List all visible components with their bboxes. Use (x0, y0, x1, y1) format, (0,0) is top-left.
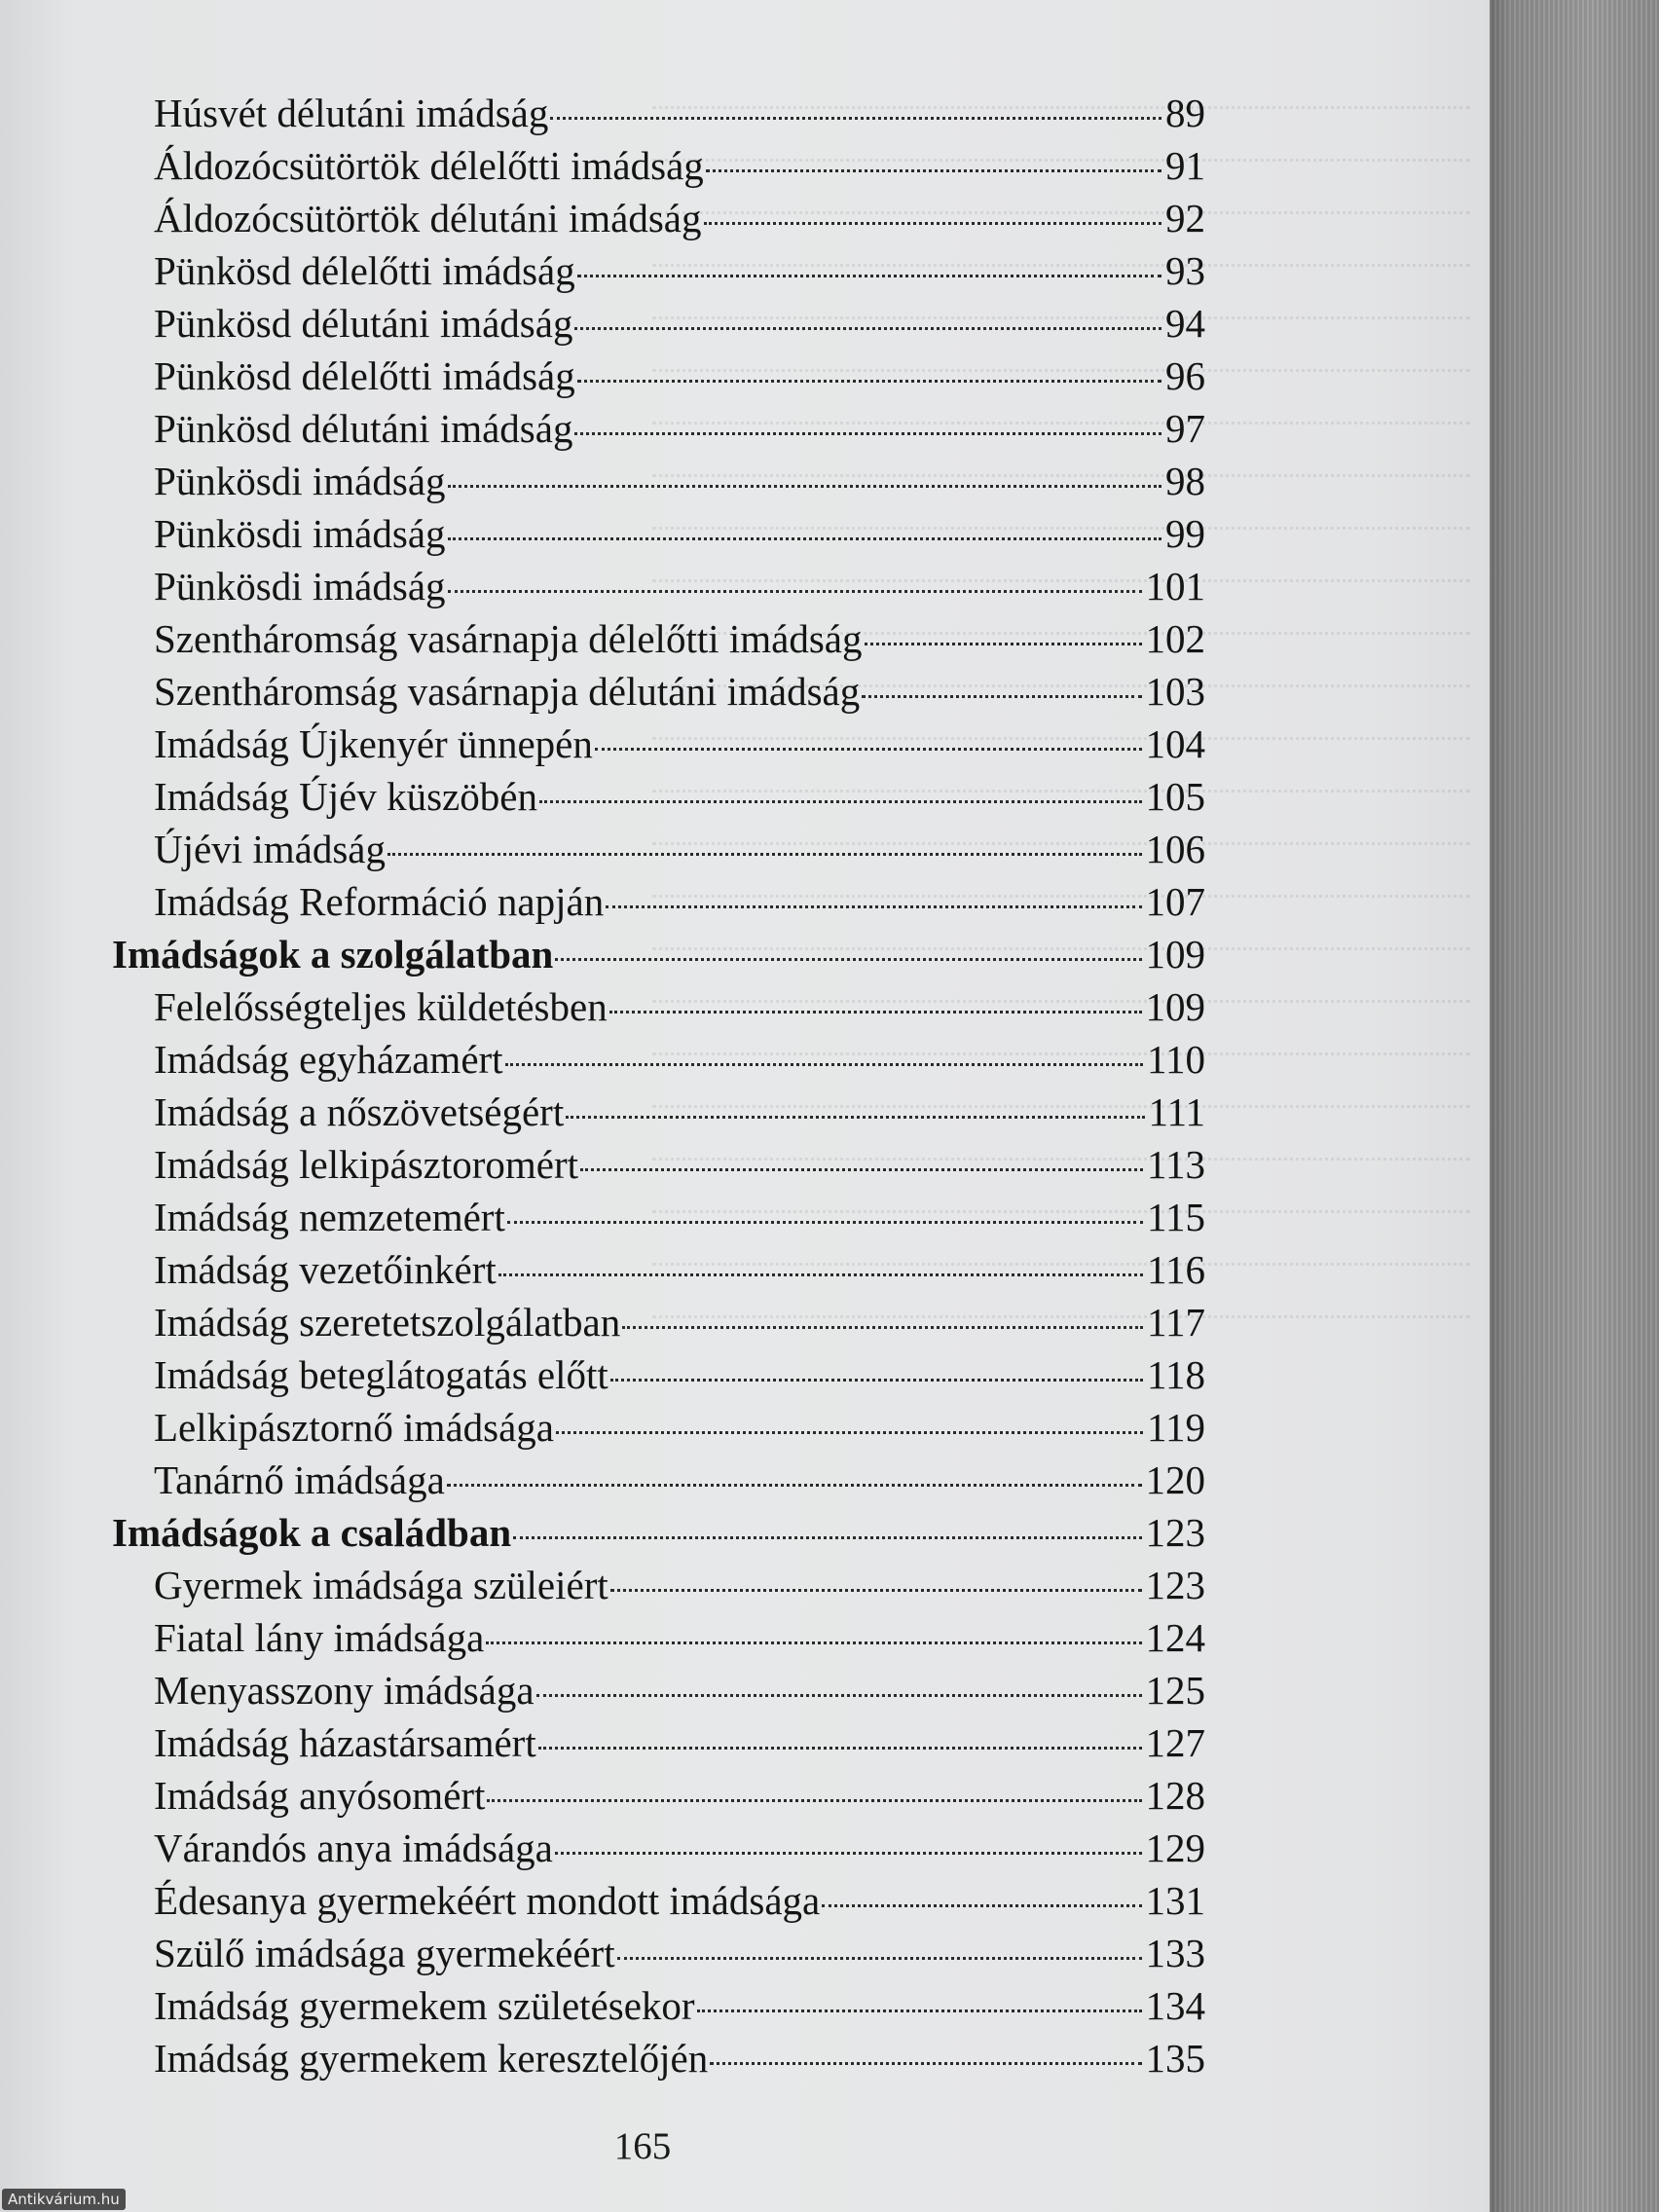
toc-entry-title: Imádság házastársamért (154, 1720, 536, 1765)
toc-entry (154, 1404, 1205, 1456)
dot-leader (862, 695, 1141, 698)
toc-entry-title: Imádság Újkenyér ünnepén (154, 721, 593, 766)
dot-leader (710, 2062, 1141, 2065)
toc-entry-title: Imádság Újév küszöbén (154, 774, 537, 819)
toc-entry-title: Pünkösdi imádság (154, 564, 446, 608)
toc-entry-title: Imádságok a szolgálatban (112, 932, 554, 977)
toc-entry-page: 134 (1145, 1983, 1205, 2028)
toc-entry (154, 458, 1205, 510)
toc-entry (154, 405, 1205, 458)
toc-entry (154, 1982, 1205, 2035)
toc-entry (154, 1351, 1205, 1404)
toc-entry (154, 510, 1205, 563)
toc-entry-title: Tanárnő imádsága (154, 1457, 445, 1502)
toc-entry (154, 1194, 1205, 1246)
dot-leader (507, 1221, 1143, 1224)
dot-leader (706, 169, 1161, 172)
toc-entry-page: 117 (1147, 1300, 1205, 1345)
toc-entry-title: Imádság gyermekem születésekor (154, 1983, 695, 2028)
toc-entry-page: 106 (1145, 827, 1205, 871)
toc-entry-page: 103 (1145, 669, 1205, 714)
dot-leader (577, 380, 1161, 383)
toc-entry-title: Újévi imádság (154, 827, 386, 871)
toc-entry-page: 118 (1147, 1352, 1205, 1397)
toc-entry-title: Szentháromság vasárnapja délutáni imádság (154, 669, 861, 714)
toc-entry-page: 89 (1165, 91, 1205, 135)
toc-entry-title: Pünkösd délelőtti imádság (154, 353, 575, 398)
dot-leader (538, 1747, 1142, 1750)
dot-leader (622, 1326, 1143, 1329)
toc-entry-page: 92 (1165, 196, 1205, 240)
toc-entry-page: 119 (1147, 1405, 1205, 1450)
toc-entry (154, 720, 1205, 773)
toc-entry (154, 90, 1205, 142)
dot-leader (617, 1957, 1142, 1960)
toc-entry-title: Áldozócsütörtök délelőtti imádság (154, 143, 704, 188)
dot-leader (555, 1852, 1142, 1855)
dot-leader (610, 1379, 1143, 1382)
toc-entry-page: 111 (1148, 1089, 1205, 1134)
toc-entry (154, 1246, 1205, 1299)
toc-entry-title: Imádság lelkipásztoromért (154, 1142, 579, 1187)
toc-entry-page: 99 (1165, 511, 1205, 556)
toc-entry-page: 105 (1145, 774, 1205, 819)
toc-entry (154, 773, 1205, 826)
dot-leader (697, 2009, 1142, 2012)
toc-entry (154, 1299, 1205, 1351)
toc-entry-title: Imádság gyermekem keresztelőjén (154, 2036, 709, 2081)
toc-entry (154, 615, 1205, 668)
dot-leader (550, 117, 1161, 120)
toc-entry (154, 1456, 1205, 1509)
toc-entry-title: Húsvét délutáni imádság (154, 91, 549, 135)
toc-entry-title: Imádság beteglátogatás előtt (154, 1352, 608, 1397)
toc-entry-title: Pünkösd délutáni imádság (154, 406, 573, 451)
toc-entry (154, 1614, 1205, 1667)
toc-entry-page: 109 (1145, 984, 1205, 1029)
toc-entry-title: Gyermek imádsága szüleiért (154, 1563, 608, 1607)
toc-entry-title: Szentháromság vasárnapja délelőtti imádság (154, 616, 863, 661)
toc-entry (154, 1719, 1205, 1772)
dot-leader (555, 958, 1141, 961)
dot-leader (595, 748, 1142, 751)
dot-leader (539, 800, 1142, 803)
toc-entry-page: 125 (1145, 1668, 1205, 1713)
toc-entry (154, 1036, 1205, 1088)
toc-entry-page: 123 (1145, 1510, 1205, 1555)
toc-entry-page: 116 (1147, 1247, 1205, 1292)
toc-entry (154, 826, 1205, 878)
dot-leader (606, 905, 1141, 908)
toc-entry (154, 195, 1205, 247)
toc-entry-title: Pünkösd délutáni imádság (154, 301, 573, 346)
toc-entry-title: Imádság vezetőinkért (154, 1247, 497, 1292)
dot-leader (556, 1431, 1143, 1434)
dot-leader (577, 275, 1161, 277)
dot-leader (609, 1011, 1142, 1014)
toc-entry-page: 113 (1147, 1142, 1205, 1187)
toc-entry-page: 101 (1145, 564, 1205, 608)
dot-leader (704, 222, 1162, 225)
dot-leader (580, 1168, 1143, 1171)
toc-entry (154, 1825, 1205, 1877)
toc-entry-page: 135 (1145, 2036, 1205, 2081)
toc-entry-title: Lelkipásztornő imádsága (154, 1405, 555, 1450)
dot-leader (822, 1904, 1141, 1907)
toc-entry-page: 110 (1147, 1037, 1205, 1082)
toc-entry-title: Imádság egyházamért (154, 1037, 503, 1082)
toc-entry (154, 2035, 1205, 2087)
toc-entry-page: 104 (1145, 721, 1205, 766)
toc-entry-page: 127 (1145, 1720, 1205, 1765)
toc-section-heading (112, 931, 1205, 983)
toc-section-heading (112, 1509, 1205, 1562)
toc-entry (154, 1141, 1205, 1194)
dot-leader (610, 1589, 1142, 1592)
toc-entry (154, 352, 1205, 405)
toc-entry-page: 107 (1145, 879, 1205, 924)
dot-leader (513, 1536, 1141, 1539)
dot-leader (498, 1273, 1143, 1276)
dot-leader (448, 590, 1142, 593)
toc-entry-page: 115 (1147, 1195, 1205, 1239)
toc-entry-title: Pünkösdi imádság (154, 511, 446, 556)
toc-entry-page: 128 (1145, 1773, 1205, 1818)
toc-entry (154, 142, 1205, 195)
dot-leader (448, 537, 1161, 540)
toc-entry-title: Pünkösd délelőtti imádság (154, 248, 575, 293)
dot-leader (566, 1116, 1144, 1119)
toc-entry-title: Áldozócsütörtök délutáni imádság (154, 196, 702, 240)
toc-entry-page: 123 (1145, 1563, 1205, 1607)
toc-entry-title: Imádságok a családban (112, 1510, 512, 1555)
toc-entry-page: 129 (1145, 1825, 1205, 1870)
toc-entry (154, 668, 1205, 720)
toc-entry (154, 563, 1205, 615)
toc-entry-title: Imádság anyósomért (154, 1773, 486, 1818)
dot-leader (387, 853, 1142, 856)
toc-entry-page: 98 (1165, 459, 1205, 503)
toc-entry-page: 124 (1145, 1615, 1205, 1660)
dot-leader (505, 1063, 1143, 1066)
dot-leader (447, 1484, 1142, 1487)
toc-entry-page: 131 (1145, 1878, 1205, 1923)
dot-leader (536, 1694, 1142, 1697)
toc-entry (154, 1877, 1205, 1930)
toc-entry-page: 102 (1145, 616, 1205, 661)
toc-entry-title: Felelősségteljes küldetésben (154, 984, 608, 1029)
toc-entry-page: 96 (1165, 353, 1205, 398)
toc-entry-title: Édesanya gyermekéért mondott imádsága (154, 1878, 821, 1923)
toc-entry (154, 1772, 1205, 1825)
toc-entry (154, 878, 1205, 931)
toc-entry (154, 1562, 1205, 1614)
toc-entry (154, 983, 1205, 1036)
toc-entry-page: 97 (1165, 406, 1205, 451)
dot-leader (448, 485, 1161, 488)
toc-entry (154, 1930, 1205, 1982)
toc-entry-title: Imádság nemzetemért (154, 1195, 505, 1239)
dot-leader (574, 432, 1161, 435)
toc-entry-page: 94 (1165, 301, 1205, 346)
toc-entry-title: Imádság a nőszövetségért (154, 1089, 565, 1134)
toc-entry-page: 91 (1165, 143, 1205, 188)
toc-entry-title: Imádság Reformáció napján (154, 879, 605, 924)
toc-entry-page: 109 (1145, 932, 1205, 977)
dot-leader (487, 1799, 1141, 1802)
dot-leader (865, 643, 1142, 645)
toc-entry-page: 120 (1145, 1457, 1205, 1502)
book-edge (1490, 0, 1659, 2212)
dot-leader (486, 1641, 1141, 1644)
toc-entry-title: Imádság szeretetszolgálatban (154, 1300, 621, 1345)
watermark: Antikvárium.hu (2, 2189, 126, 2210)
page-number: 165 (613, 2125, 672, 2167)
toc-entry (154, 247, 1205, 300)
toc-entry-page: 93 (1165, 248, 1205, 293)
toc-entry-title: Fiatal lány imádsága (154, 1615, 485, 1660)
toc-entry-title: Várandós anya imádsága (154, 1825, 553, 1870)
toc-entry-title: Pünkösdi imádság (154, 459, 446, 503)
toc-entry (154, 300, 1205, 352)
toc-entry (154, 1667, 1205, 1719)
toc-entry-title: Menyasszony imádsága (154, 1668, 535, 1713)
toc-entry-page: 133 (1145, 1931, 1205, 1975)
dot-leader (574, 327, 1161, 330)
toc-entry-title: Szülő imádsága gyermekéért (154, 1931, 615, 1975)
toc-entry (154, 1088, 1205, 1141)
